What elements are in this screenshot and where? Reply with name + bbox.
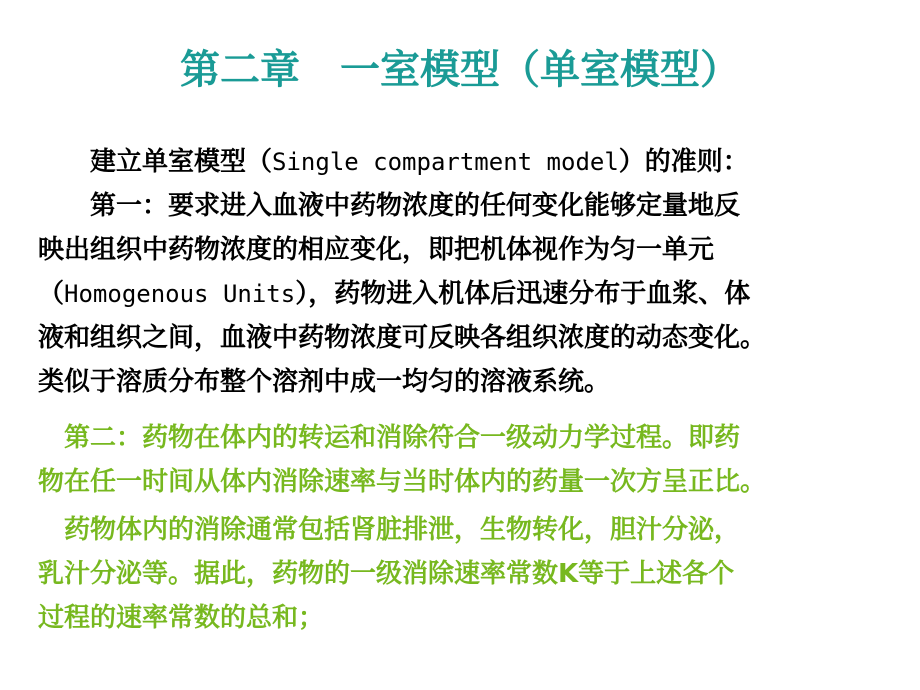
elimination-paragraph — [38, 508, 888, 640]
first-rule-paragraph — [38, 184, 888, 404]
first-rule-line-4: 液和组织之间，血液中药物浓度可反映各组织浓度的动态变化。 — [38, 323, 767, 353]
first-rule-line-3 — [38, 272, 888, 316]
first-rule-line-1: 第一：要求进入血液中药物浓度的任何变化能够定量地反 — [38, 191, 741, 221]
slide-title: 第二章 一室模型（单室模型） — [180, 47, 740, 93]
first-rule-line-3-prefix: （ — [38, 279, 65, 309]
second-rule-paragraph — [38, 416, 888, 504]
second-rule-line-2: 物在任一时间从体内消除速率与当时体内的药量一次方呈正比。 — [38, 467, 767, 497]
elimination-line-1: 药物体内的消除通常包括肾脏排泄，生物转化，胆汁分泌， — [38, 515, 741, 545]
first-rule-line-2: 映出组织中药物浓度的相应变化，即把机体视作为匀一单元 — [38, 235, 715, 265]
first-rule-line-3-english: Homogenous Units — [64, 280, 296, 308]
second-rule-line-1: 第二：药物在体内的转运和消除符合一级动力学过程。即药 — [38, 423, 741, 453]
elimination-line-2: 乳汁分泌等。据此，药物的一级消除速率常数K等于上述各个 — [38, 559, 735, 589]
criteria-intro-english: Single compartment model — [272, 148, 619, 176]
criteria-intro-prefix: 建立单室模型（ — [38, 147, 273, 177]
first-rule-line-5: 类似于溶质分布整个溶剂中成一均匀的溶液系统。 — [38, 367, 611, 397]
criteria-intro-suffix: ）的准则： — [618, 147, 749, 177]
criteria-intro — [38, 140, 888, 184]
first-rule-line-3-suffix: ），药物进入机体后迅速分布于血浆、体 — [295, 279, 751, 309]
criteria-intro-line — [38, 140, 888, 184]
elimination-line-3: 过程的速率常数的总和； — [38, 603, 325, 633]
